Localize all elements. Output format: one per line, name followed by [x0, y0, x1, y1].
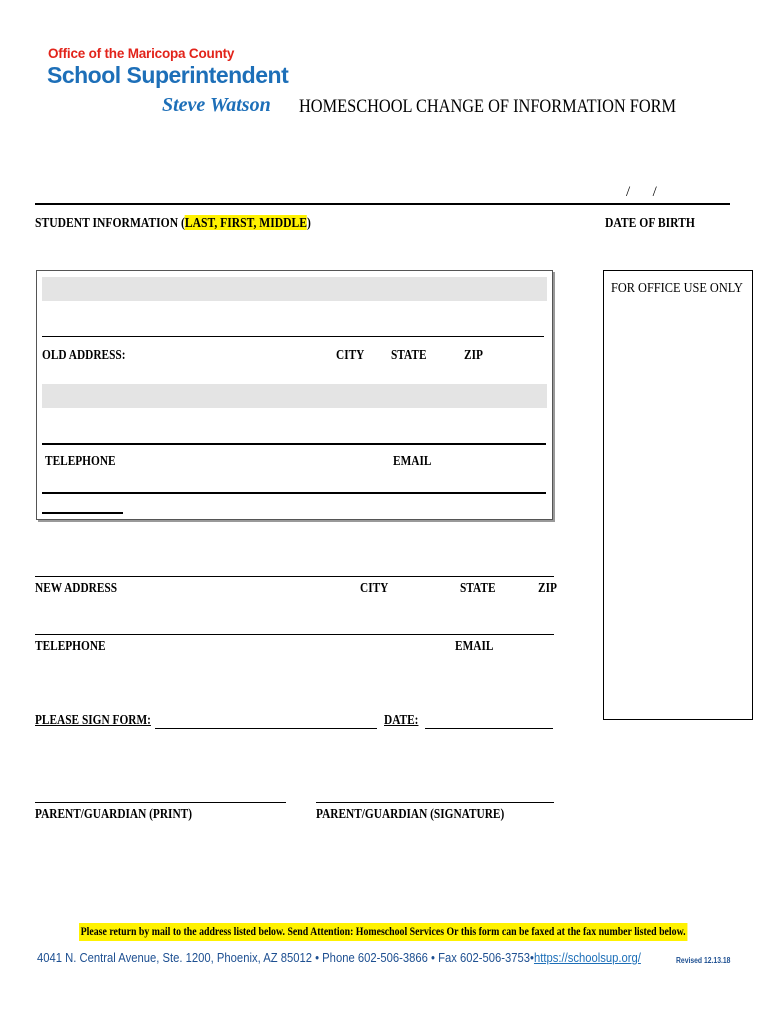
new-email-label: EMAIL: [455, 638, 494, 653]
old-email-line-2[interactable]: [42, 512, 123, 514]
new-state-label: STATE: [460, 580, 496, 595]
new-address-field[interactable]: [35, 576, 554, 577]
logo-line-2: School Superintendent: [47, 62, 289, 88]
new-zip-label: ZIP: [538, 580, 557, 595]
new-address-label: NEW ADDRESS: [35, 580, 118, 595]
old-zip-label: ZIP: [464, 347, 483, 362]
sign-date-label: DATE:: [384, 712, 419, 727]
old-address-label: OLD ADDRESS:: [42, 347, 126, 362]
student-name-field[interactable]: [35, 203, 627, 205]
old-address-line: [42, 336, 544, 337]
dob-slashes: / /: [626, 184, 657, 200]
sign-date-field[interactable]: [425, 728, 553, 729]
old-state-label: STATE: [391, 347, 427, 362]
student-info-highlight: LAST, FIRST, MIDDLE: [184, 215, 308, 230]
guardian-signature-label: PARENT/GUARDIAN (SIGNATURE): [316, 806, 505, 821]
dob-label: DATE OF BIRTH: [605, 215, 695, 230]
new-telephone-label: TELEPHONE: [35, 638, 106, 653]
old-email-line[interactable]: [42, 492, 546, 494]
student-info-prefix: STUDENT INFORMATION (: [35, 215, 185, 230]
old-telephone-label: TELEPHONE: [45, 453, 116, 468]
old-city-label: CITY: [336, 347, 365, 362]
student-info-label: [35, 215, 311, 231]
form-title: HOMESCHOOL CHANGE OF INFORMATION FORM: [299, 96, 677, 117]
old-contact-line: [42, 443, 546, 445]
sign-form-label: PLEASE SIGN FORM:: [35, 712, 151, 727]
guardian-print-field[interactable]: [35, 802, 286, 803]
logo-line-1: Office of the Maricopa County: [48, 46, 235, 61]
sign-form-field[interactable]: [155, 728, 377, 729]
old-address-field[interactable]: [42, 277, 547, 301]
new-contact-field[interactable]: [35, 634, 554, 635]
guardian-print-label: PARENT/GUARDIAN (PRINT): [35, 806, 192, 821]
website-link[interactable]: https://schoolsup.org/: [533, 951, 641, 965]
office-address: [37, 951, 641, 965]
logo-line-3: Steve Watson: [162, 94, 271, 116]
revised-date: Revised 12.13.18: [676, 956, 731, 965]
return-instructions: Please return by mail to the address listed below. Send Attention: Homeschool Services Or this form can be faxed at the fax number listed below.: [79, 923, 687, 941]
old-email-label: EMAIL: [393, 453, 432, 468]
dob-field[interactable]: [627, 203, 730, 205]
student-info-suffix: ): [307, 215, 311, 230]
office-use-box: [603, 270, 753, 720]
new-city-label: CITY: [360, 580, 389, 595]
office-use-label: FOR OFFICE USE ONLY: [611, 281, 743, 296]
guardian-signature-field[interactable]: [316, 802, 554, 803]
address-text: 4041 N. Central Avenue, Ste. 1200, Phoenix, AZ 85012 • Phone 602-506-3866 • Fax 602-506-3753•: [37, 951, 534, 965]
old-contact-field[interactable]: [42, 384, 547, 408]
